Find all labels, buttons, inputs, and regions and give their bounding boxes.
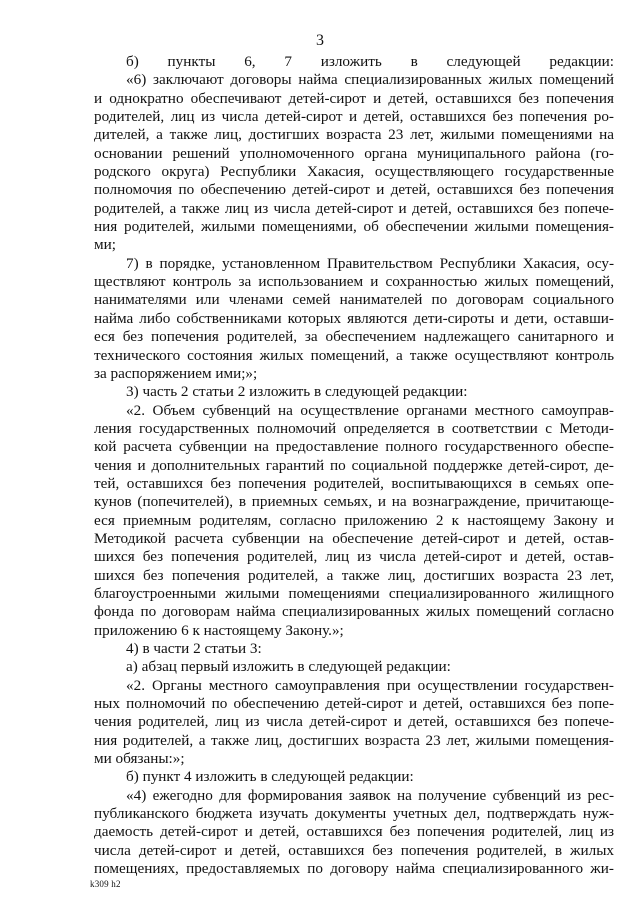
text-line: полномочия по обеспечению детей-сирот и детей, оставшихся без попечения [94,181,614,199]
text-line: «2. Объем субвенций на осуществление органами местного самоуправ- [126,401,614,419]
text-line: помещениях, предоставляемых по договору найма специализированного жи- [94,860,614,878]
text-line: ми; [94,236,116,254]
text-line: «4) ежегодно для формирования заявок на получение субвенций из рес- [126,786,614,804]
text-line: публиканского бюджета изучать документы учетных дел, подтверждать нуж- [94,805,614,823]
text-line: Методикой расчета субвенции на обеспечение детей-сирот и детей, остав- [94,529,614,547]
text-line: шихся без попечения родителей, а также лиц, достигших возраста 23 лет, [94,566,614,584]
text-line: тей, оставшихся без попечения родителей, воспитывающихся в семьях опе- [94,474,614,492]
text-line: технического состояния жилых помещений, а также осуществляют контроль [94,346,614,364]
text-line: б) пункт 4 изложить в следующей редакции: [126,768,414,786]
document-body [94,53,614,878]
text-line: благоустроенными жилыми помещениями специализированного жилищного [94,584,614,602]
text-line: еся без попечения родителей, за обеспечением надлежащего санитарного и [94,328,614,346]
text-line: за распоряжением ими;»; [94,364,258,382]
page-number: 3 [316,32,324,49]
footer-document-code: k309 h2 [90,879,121,889]
text-line: даемость детей-сирот и детей, оставшихся без попечения родителей, лиц из [94,823,614,841]
text-line: кой расчета субвенции на предоставление полного государственного обеспе- [94,438,614,456]
text-line: приложению 6 к настоящему Закону.»; [94,621,344,639]
text-line: родителей, а также лиц из числа детей-сирот и детей, оставшихся без попече- [94,199,614,217]
text-line: еся приемным родителям, согласно приложению 2 к настоящему Закону и [94,511,614,529]
text-line: «2. Органы местного самоуправления при осуществлении государствен- [126,676,614,694]
text-line: чения и дополнительных гарантий по социальной поддержке детей-сирот, де- [94,456,614,474]
text-line: фонда по договорам найма специализированных жилых помещений согласно [94,603,614,621]
text-line: найма либо собственниками которых являются дети-сироты и дети, оставши- [94,309,614,327]
text-line: ния родителей, жилыми помещениями, об обеспечении жилыми помещения- [94,218,614,236]
text-line: ния родителей, а также лиц, достигших возраста 23 лет, жилыми помещения- [94,731,614,749]
text-line: ления государственных полномочий определяется в соответствии с Методи- [94,419,614,437]
text-line: кунов (попечителей), в приемных семьях, и на вознаграждение, причитающе- [94,493,614,511]
text-line: основании решений уполномоченного органа муниципального района (го- [94,144,614,162]
text-line: 3) часть 2 статьи 2 изложить в следующей редакции: [126,383,468,401]
text-line: «6) заключают договоры найма специализированных жилых помещений [126,71,614,89]
text-line: нанимателями или членами семей нанимателей по договорам социального [94,291,614,309]
text-line: и однократно обеспечивают детей-сирот и детей, оставшихся без попечения [94,89,614,107]
text-line: 7) в порядке, установленном Правительством Республики Хакасия, осу- [126,254,614,272]
text-line: родского округа) Республики Хакасия, осуществляющего государственные [94,163,614,181]
text-line: а) абзац первый изложить в следующей редакции: [126,658,451,676]
text-line: ми обязаны:»; [94,750,185,768]
text-line: б) пункты 6, 7 изложить в следующей редакции: [126,53,614,70]
text-line: чения родителей, лиц из числа детей-сирот и детей, оставшихся без попече- [94,713,614,731]
text-line: 4) в части 2 статьи 3: [126,640,262,657]
text-line: дителей, а также лиц, достигших возраста 23 лет, жилыми помещениями на [94,126,614,144]
text-line: ных полномочий по обеспечению детей-сирот и детей, оставшихся без попе- [94,695,614,713]
text-line: ществляют контроль за использованием и сохранностью жилых помещений, [94,273,614,291]
text-line: родителей, лиц из числа детей-сирот и детей, оставшихся без попечения ро- [94,108,614,126]
text-line: числа детей-сирот и детей, оставшихся без попечения родителей, в жилых [94,841,614,859]
text-line: шихся без попечения родителей, лиц из числа детей-сирот и детей, остав- [94,548,614,566]
